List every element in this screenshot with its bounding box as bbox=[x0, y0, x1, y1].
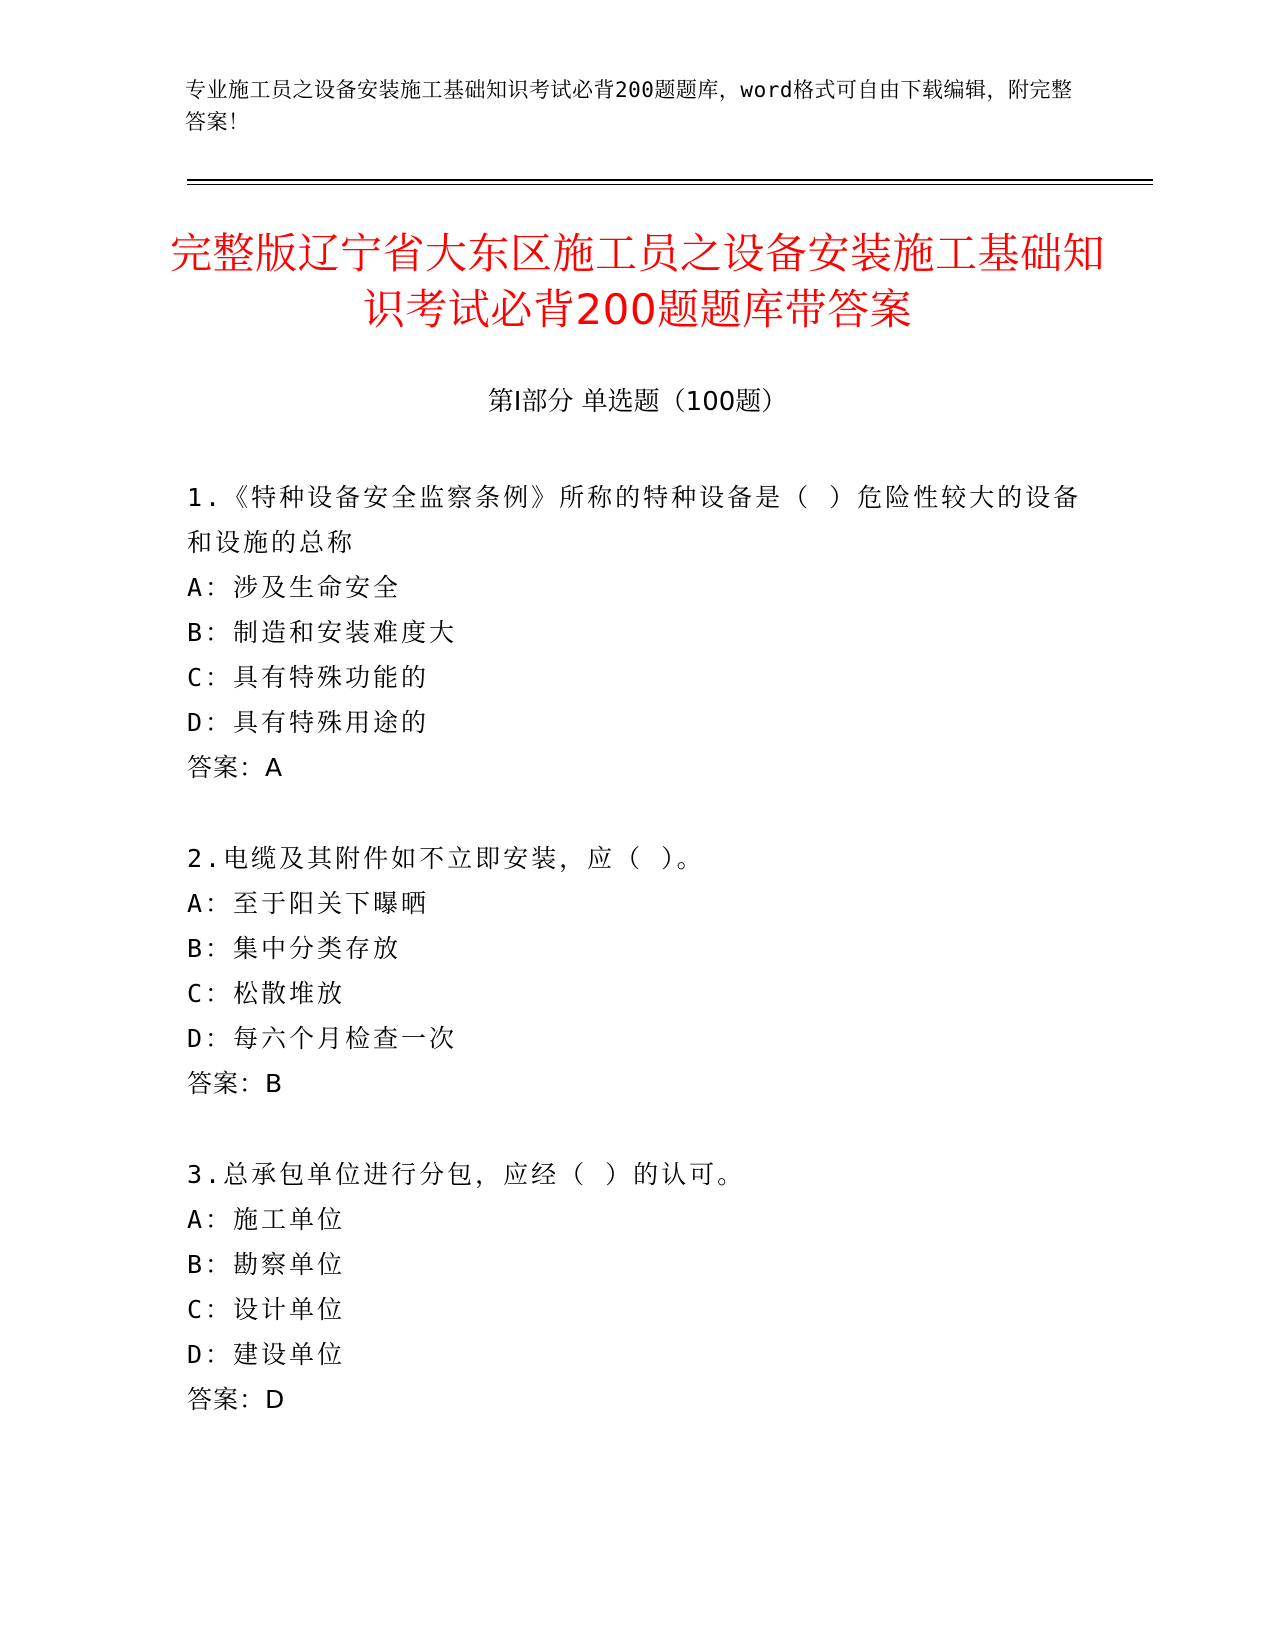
header-divider-thin bbox=[187, 184, 1153, 185]
document-title: 完整版辽宁省大东区施工员之设备安装施工基础知识考试必背200题题库带答案 bbox=[169, 229, 1105, 334]
question-2 bbox=[187, 836, 1087, 1106]
option-d: D：每六个月检查一次 bbox=[187, 1024, 458, 1053]
question-list bbox=[187, 475, 1087, 1468]
option-d: D：建设单位 bbox=[187, 1340, 346, 1369]
option-a: A：施工单位 bbox=[187, 1205, 346, 1234]
section-heading: 第Ⅰ部分 单选题（100题） bbox=[487, 387, 788, 417]
option-c: C：松散堆放 bbox=[187, 979, 346, 1008]
header-divider-thick bbox=[187, 179, 1153, 181]
answer-line: 答案：A bbox=[187, 753, 284, 782]
question-3 bbox=[187, 1152, 1087, 1422]
header-note: 专业施工员之设备安装施工基础知识考试必背200题题库，word格式可自由下载编辑，附完整答案！ bbox=[185, 78, 1073, 134]
option-b: B：集中分类存放 bbox=[187, 934, 402, 963]
option-a: A：涉及生命安全 bbox=[187, 573, 402, 602]
option-c: C：具有特殊功能的 bbox=[187, 663, 430, 692]
answer-line: 答案：B bbox=[187, 1069, 284, 1098]
option-d: D：具有特殊用途的 bbox=[187, 708, 430, 737]
question-stem: 2.电缆及其附件如不立即安装，应（ ）。 bbox=[187, 844, 705, 873]
question-stem: 1.《特种设备安全监察条例》所称的特种设备是（ ）危险性较大的设备和设施的总称 bbox=[187, 483, 1082, 557]
option-c: C：设计单位 bbox=[187, 1295, 346, 1324]
question-1 bbox=[187, 475, 1087, 790]
answer-line: 答案：D bbox=[187, 1385, 286, 1414]
option-a: A：至于阳关下曝晒 bbox=[187, 889, 430, 918]
option-b: B：制造和安装难度大 bbox=[187, 618, 458, 647]
option-b: B：勘察单位 bbox=[187, 1250, 346, 1279]
question-stem: 3.总承包单位进行分包，应经（ ）的认可。 bbox=[187, 1160, 746, 1189]
